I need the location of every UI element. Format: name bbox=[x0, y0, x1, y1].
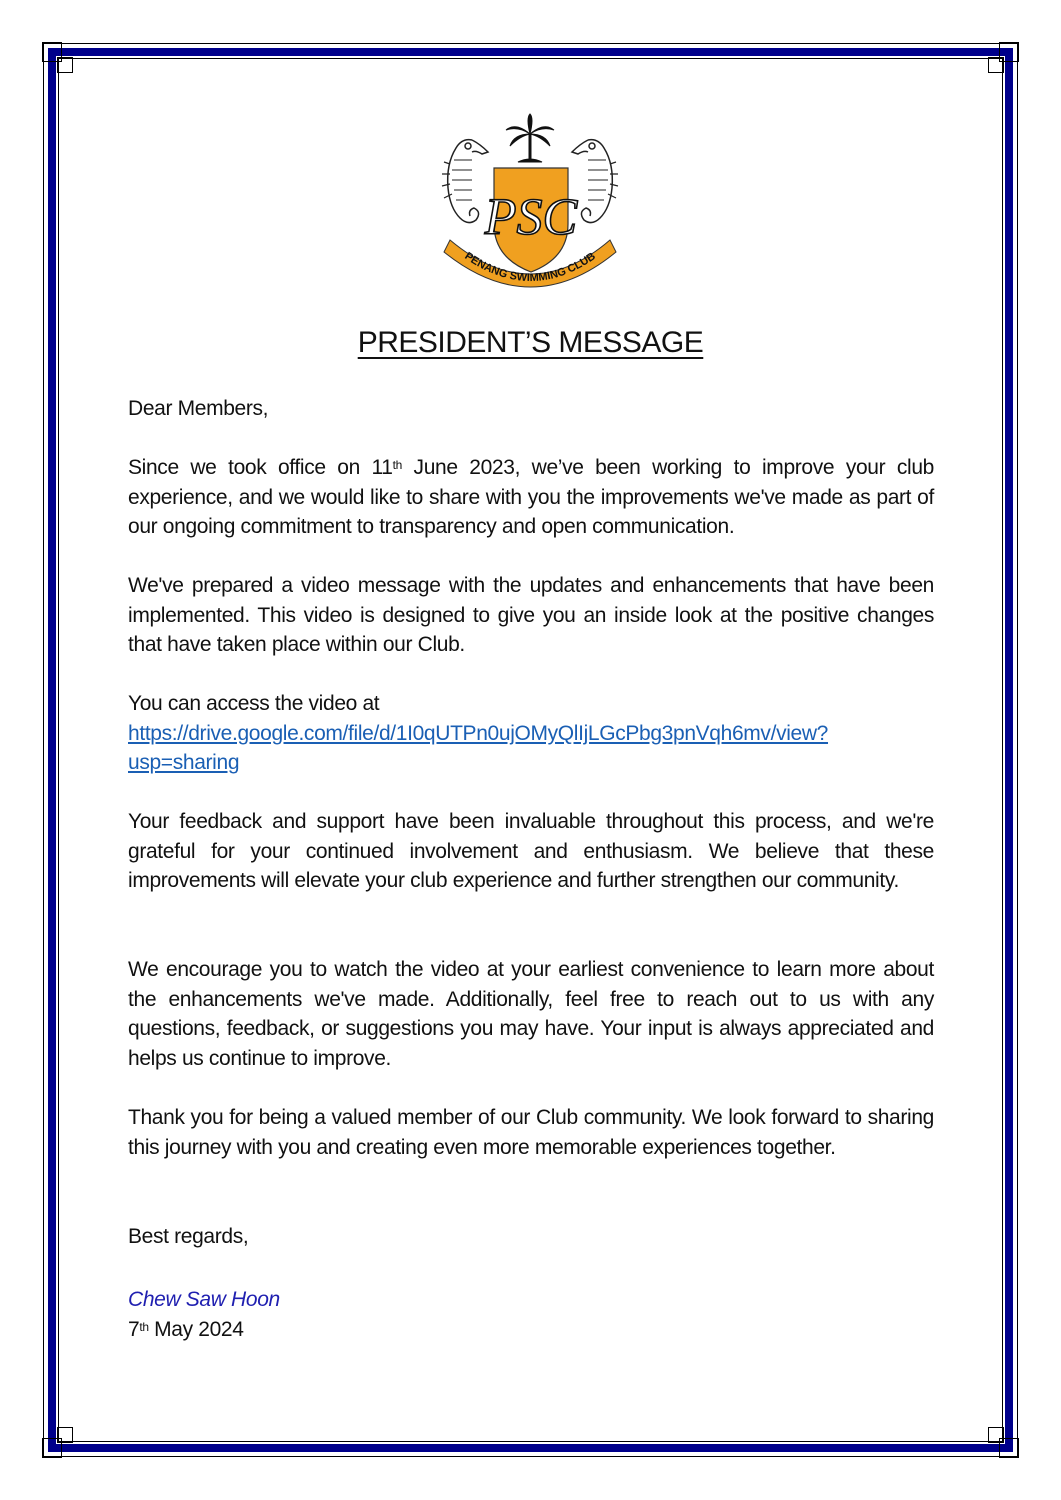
seahorse-right-icon bbox=[572, 140, 618, 223]
closing: Best regards, bbox=[128, 1225, 249, 1248]
palm-tree-icon bbox=[506, 114, 554, 162]
crest-ribbon-text: PENANG SWIMMING CLUB bbox=[462, 250, 598, 285]
video-link-line1[interactable]: https://drive.google.com/file/d/1I0qUTPn0ujOMyQlIjLGcPbg3pnVqh6mv/view? bbox=[128, 721, 829, 745]
video-access-intro: You can access the video at bbox=[128, 692, 380, 715]
paragraph-video-message: We've prepared a video message with the updates and enhancements that have been implemented. This video is designed to give you an inside look at the positive changes that have taken place within our Club. bbox=[128, 574, 934, 657]
signature-name: Chew Saw Hoon bbox=[128, 1288, 280, 1311]
para1-before: Since we took office on 11 bbox=[128, 456, 393, 479]
corner-ornament-bottom-right-inner bbox=[988, 1427, 1004, 1443]
para1-after: June 2023, we’ve been working to improve your club experience, and we would like to share with you the improvements we've made as part of our ongoing commitment to transparency and open communication. bbox=[128, 456, 934, 539]
paragraph-thank-you: Thank you for being a valued member of our Club community. We look forward to sharing this journey with you and creating even more memorable experiences together. bbox=[128, 1106, 934, 1159]
corner-ornament-top-right-inner bbox=[988, 57, 1004, 73]
corner-ornament-bottom-left-inner bbox=[57, 1427, 73, 1443]
seahorse-left-icon bbox=[442, 140, 488, 223]
para1-sup: th bbox=[392, 458, 402, 472]
date-rest: May 2024 bbox=[148, 1318, 244, 1341]
letter-date bbox=[128, 1315, 934, 1345]
video-link-line2[interactable]: usp=sharing bbox=[128, 751, 240, 775]
date-sup: th bbox=[139, 1320, 149, 1334]
date-day: 7 bbox=[128, 1318, 140, 1341]
paragraph-feedback: Your feedback and support have been invaluable throughout this process, and we're grateful for your continued involvement and enthusiasm. We believe that these improvements will elevate your club experience and further strengthen our community. bbox=[128, 810, 934, 893]
paragraph-intro bbox=[128, 453, 934, 542]
corner-ornament-top-left-inner bbox=[57, 57, 73, 73]
paragraph-encourage: We encourage you to watch the video at your earliest convenience to learn more about the enhancements we've made. Additionally, feel free to reach out to us with any questions, feedback, or suggestions you may have. Your input is always appreciated and helps us continue to improve. bbox=[128, 958, 934, 1070]
paragraph-video-access bbox=[128, 689, 934, 778]
salutation: Dear Members, bbox=[128, 397, 269, 420]
crest-monogram: PSC bbox=[484, 189, 578, 246]
club-crest-logo bbox=[432, 112, 628, 292]
page-title: PRESIDENT’S MESSAGE bbox=[357, 326, 704, 359]
